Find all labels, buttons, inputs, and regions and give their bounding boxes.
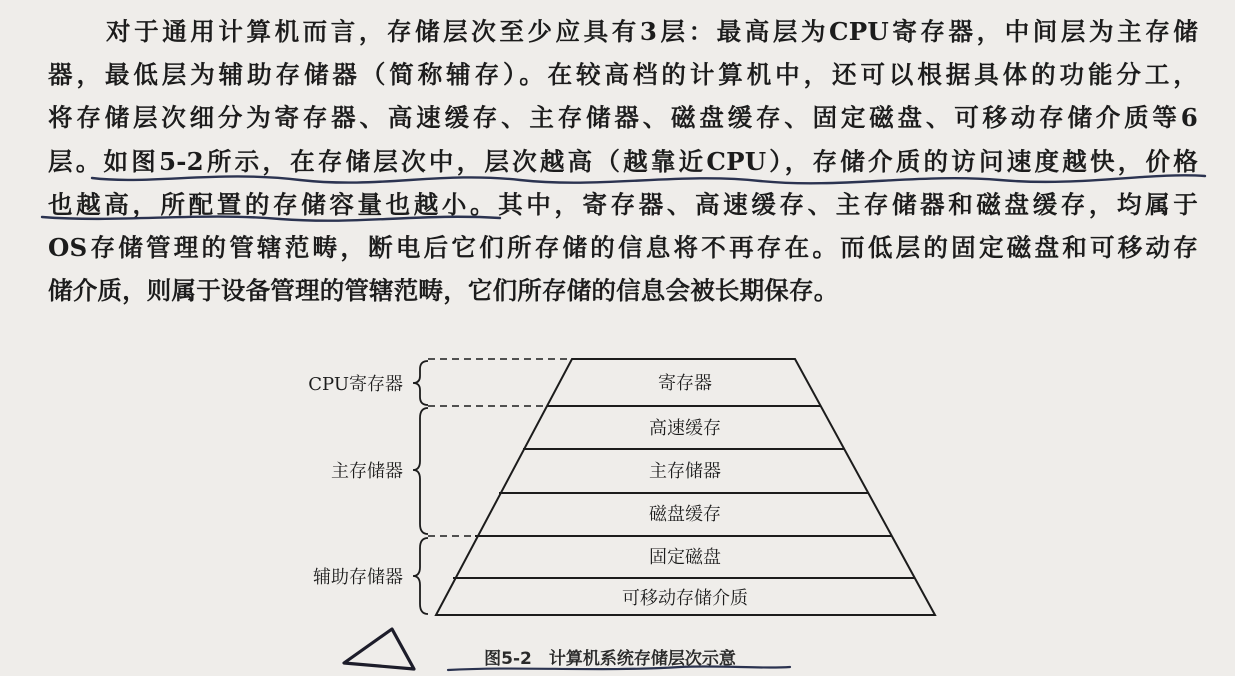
brace-secondary-storage: [413, 538, 428, 614]
paragraph-line: 将存储层次细分为寄存器、高速缓存、主存储器、磁盘缓存、固定磁盘、可移动存储介质等6: [48, 103, 1198, 133]
paragraph-line: OS存储管理的管辖范畴，断电后它们所存储的信息将不再存在。而低层的固定磁盘和可移动存: [48, 232, 1198, 262]
level-label-fixed-disk: 固定磁盘: [649, 547, 721, 568]
group-label-secondary-storage: 辅助存储器: [313, 567, 403, 588]
level-label-registers: 寄存器: [658, 373, 712, 394]
level-label-removable-media: 可移动存储介质: [622, 588, 748, 609]
group-label-main-memory: 主存储器: [331, 461, 403, 482]
brace-cpu-registers: [413, 361, 428, 405]
paragraph-line: 也越高，所配置的存储容量也越小。其中，寄存器、高速缓存、主存储器和磁盘缓存，均属于: [48, 189, 1198, 219]
handwritten-triangle-mark: [344, 629, 414, 669]
handwritten-underline: [42, 217, 500, 221]
figure-caption: 图5-2 计算机系统存储层次示意: [484, 649, 736, 669]
level-label-main-memory: 主存储器: [649, 461, 721, 482]
group-label-cpu-registers: CPU寄存器: [308, 374, 403, 395]
level-label-disk-cache: 磁盘缓存: [649, 504, 721, 525]
paragraph-line: 器，最低层为辅助存储器（简称辅存）。在较高档的计算机中，还可以根据具体的功能分工，: [48, 60, 1198, 90]
paragraph-line: 储介质，则属于设备管理的管辖范畴，它们所存储的信息会被长期保存。: [48, 276, 839, 306]
paragraph-line: 层。如图5-2所示，在存储层次中，层次越高（越靠近CPU），存储介质的访问速度越快，价格: [48, 146, 1198, 176]
pyramid-outline: [436, 359, 935, 615]
brace-main-memory: [413, 408, 428, 534]
paragraph-line: 对于通用计算机而言，存储层次至少应具有3层：最高层为CPU寄存器，中间层为主存储: [106, 17, 1198, 46]
level-label-cache: 高速缓存: [649, 418, 721, 439]
handwritten-underline: [92, 175, 1205, 183]
